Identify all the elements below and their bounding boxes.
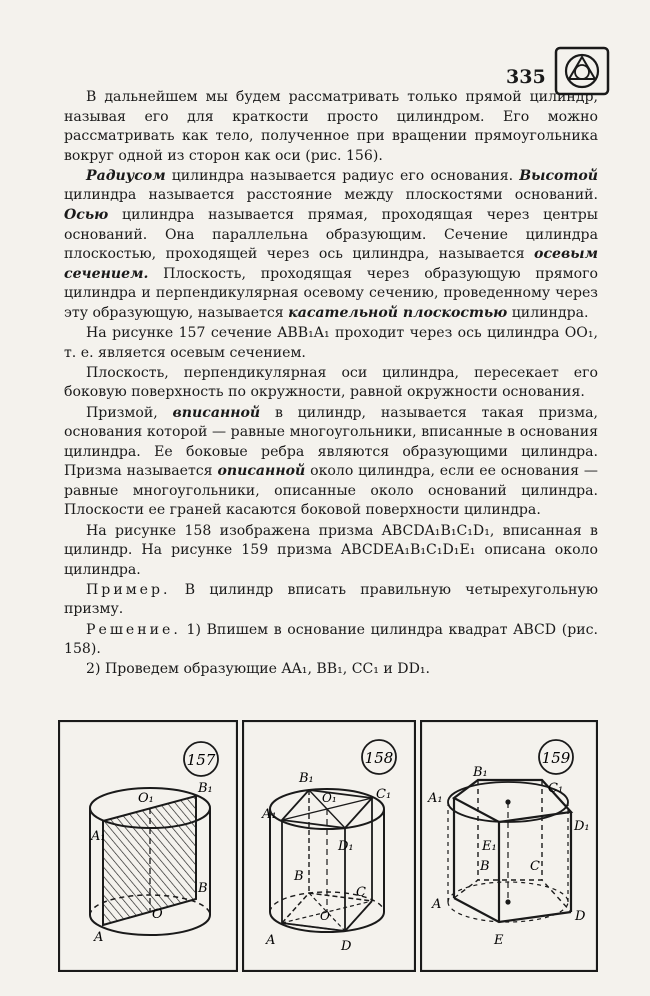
label-d: D — [575, 909, 586, 924]
term-axis: Осью — [64, 207, 109, 224]
label-b1: B₁ — [198, 781, 213, 796]
term-inscribed: вписанной — [172, 404, 261, 421]
label-a: A — [432, 897, 442, 912]
page-number: 335 — [506, 66, 546, 88]
paragraph-9: 2) Проведем образующие AA₁, BB₁, CC₁ и DD₁. — [86, 661, 431, 678]
label-c1: C₁ — [548, 781, 564, 796]
paragraph-1: В дальнейшем мы будем рассматривать только прямой цилиндр, называя его для краткости просто цилиндром. Его можно рассматривать как тело, полученное при вращении прямоугольника вокруг одной из сторон как оси (рис. 156). — [64, 89, 598, 164]
label-b1: B₁ — [473, 765, 488, 780]
figures-row — [58, 720, 598, 972]
paragraph-5 — [64, 404, 598, 522]
paragraph-2-text: цилиндра называется расстояние между плоскостями оснований. — [64, 187, 598, 204]
term-height: Высотой — [519, 167, 598, 184]
solution-label: Решение. — [86, 621, 181, 638]
label-o: O — [152, 907, 163, 922]
label-a1: A₁ — [428, 791, 443, 806]
label-a1: A₁ — [91, 829, 106, 844]
figure-157 — [58, 720, 238, 972]
label-e1: E₁ — [482, 839, 497, 854]
body-text — [64, 88, 598, 680]
label-b: B — [198, 881, 208, 896]
bottom-pentagon-front — [454, 898, 571, 922]
label-a: A — [266, 933, 276, 948]
label-c: C — [530, 859, 540, 874]
paragraph-4: Плоскость, перпендикулярная оси цилиндра, пересекает его боковую поверхность по окружности, равной окружности основания. — [64, 364, 598, 401]
term-radius: Радиусом — [86, 167, 166, 184]
paragraph-3: На рисунке 157 сечение ABB₁A₁ проходит через ось цилиндра OO₁, т. е. является осевым сечением. — [64, 325, 598, 361]
label-a1: A₁ — [262, 807, 277, 822]
bottom-center-point — [505, 899, 510, 904]
label-c1: C₁ — [376, 787, 392, 802]
label-d: D — [341, 939, 352, 954]
paragraph-6: На рисунке 158 изображена призма ABCDA₁B₁C₁D₁, вписанная в цилиндр. На рисунке 159 призма ABCDEA₁B₁C₁D₁E₁ описана около цилиндра. — [64, 522, 598, 578]
label-e: E — [494, 933, 504, 948]
label-b1: B₁ — [299, 771, 314, 786]
label-d1: D₁ — [574, 819, 590, 834]
label-b: B — [480, 859, 490, 874]
figure-number: 157 — [186, 751, 216, 769]
example-text: В цилиндр вписать правильную четырехугольную призму. — [64, 581, 598, 618]
example-label: Пример. — [86, 581, 171, 598]
label-b: B — [294, 869, 304, 884]
label-a: A — [94, 930, 104, 945]
label-o: O — [320, 909, 330, 923]
label-d1: D₁ — [338, 839, 354, 854]
paragraph-7 — [64, 581, 598, 620]
term-axial-section: осевым сечением. — [64, 246, 598, 282]
paragraph-2 — [64, 167, 598, 324]
label-o1: O₁ — [138, 791, 154, 806]
paragraph-2-text: цилиндра называется прямая, проходящая через центры оснований. Она параллельна образующим. Сечение цилиндра плоскостью, проходящей через ось цилиндра, называется — [64, 207, 598, 263]
label-o1: O₁ — [322, 791, 337, 805]
paragraph-2-text: цилиндра. — [507, 305, 589, 322]
figure-number: 158 — [364, 749, 394, 767]
term-circumscribed: описанной — [217, 463, 306, 480]
term-tangent-plane: касательной плоскостью — [288, 305, 508, 322]
paragraph-2-text: Плоскость, проходящая через образующую прямого цилиндра и перпендикулярная осевому сечению, проведенному через эту образующую, называется — [64, 265, 598, 322]
paragraph-5-text: Призмой, — [86, 404, 173, 421]
paragraph-2-text: цилиндра называется радиус его основания. — [165, 167, 520, 184]
figure-159 — [420, 720, 598, 972]
solution-text: 1) Впишем в основание цилиндра квадрат ABCD (рис. 158). — [64, 621, 598, 658]
paragraph-8 — [64, 621, 598, 660]
paragraph-5-text: около цилиндра, если ее основания — равные многоугольники, описанные около оснований цилиндра. Плоскости ее граней касаются боковой поверхности цилиндра. — [64, 463, 598, 519]
figure-number: 159 — [541, 749, 571, 767]
label-c: C — [356, 885, 366, 900]
figure-158 — [242, 720, 416, 972]
top-center-point — [505, 799, 510, 804]
paragraph-5-text: в цилиндр, называется такая призма, основания которой — равные многоугольники, вписанные в основания цилиндра. Ее боковые ребра являются образующими цилиндра. Призма называется — [64, 404, 598, 480]
